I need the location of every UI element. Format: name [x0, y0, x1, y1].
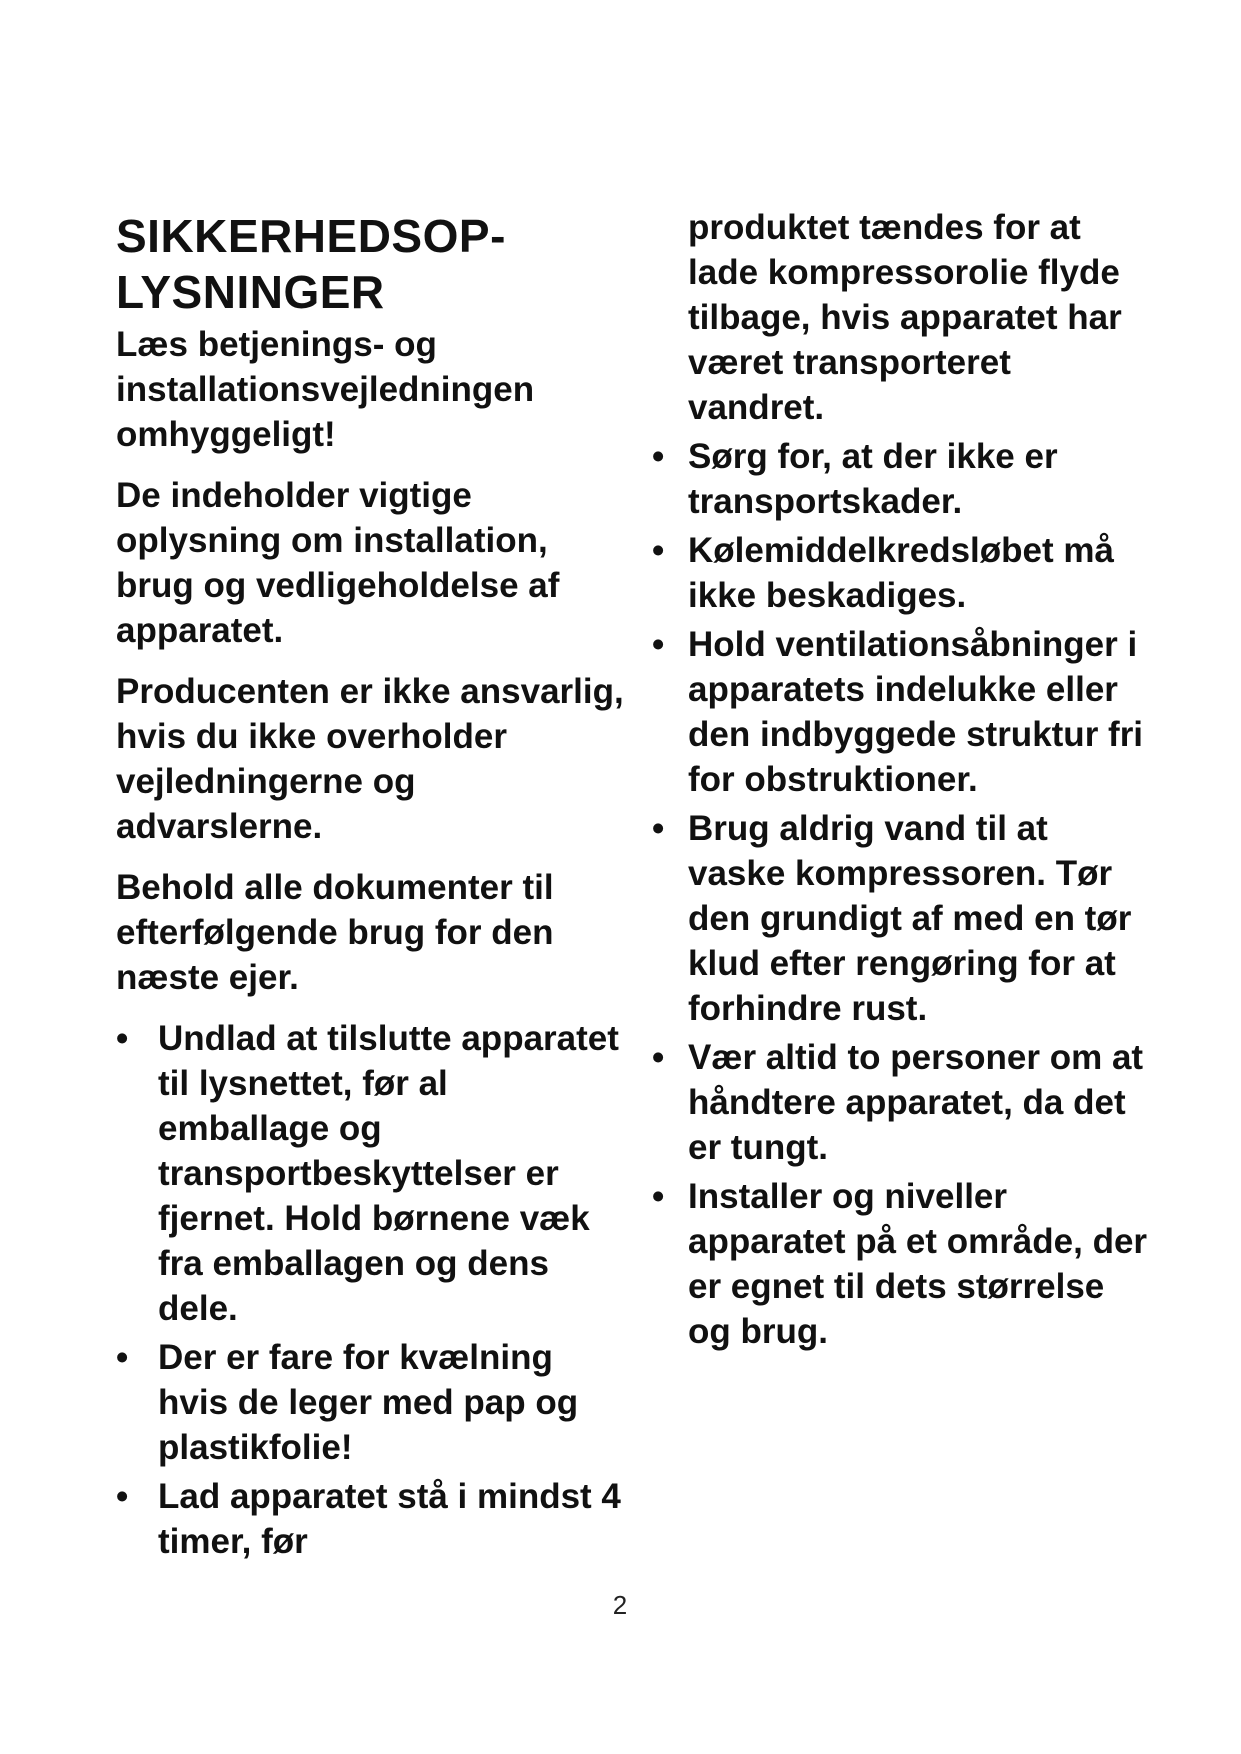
bullet-marker: •: [652, 437, 665, 476]
list-item-text: Sørg for, at der ikke er transportskader.: [688, 437, 1058, 521]
list-item-text: Lad apparatet stå i mindst 4 timer, før: [158, 1477, 621, 1561]
bullet-marker: •: [116, 1019, 129, 1058]
list-item-text: Der er fare for kvælning hvis de leger med pap og plastikfolie!: [158, 1338, 579, 1467]
list-item: [652, 528, 1152, 618]
intro-paragraph-2: De indeholder vigtige oplysning om installation, brug og vedligeholdelse af apparatet.: [116, 476, 560, 650]
list-item: [652, 622, 1152, 802]
section-heading: [116, 208, 626, 320]
intro-paragraph-4: Behold alle dokumenter til efterfølgende brug for den næste ejer.: [116, 868, 554, 997]
list-item: [652, 1035, 1152, 1170]
bullet-marker: •: [652, 1038, 665, 1077]
list-item-text: Kølemiddelkredsløbet må ikke beskadiges.: [688, 531, 1114, 615]
bullet-marker: •: [116, 1338, 129, 1377]
right-bullet-list: [652, 434, 1152, 1354]
right-column: [652, 205, 1152, 1358]
list-item: [652, 806, 1152, 1031]
list-item: [652, 434, 1152, 524]
bullet-marker: •: [652, 531, 665, 570]
intro-paragraph-1: Læs betjenings- og installationsvejledningen omhyggeligt!: [116, 325, 535, 454]
list-item: [116, 1474, 626, 1564]
bullet-marker: •: [652, 809, 665, 848]
continued-list-text: produktet tændes for at lade kompressorolie flyde tilbage, hvis apparatet har været transporteret vandret.: [688, 208, 1122, 427]
left-column: [116, 205, 626, 1568]
page-number: 2: [612, 1590, 628, 1620]
bullet-marker: •: [116, 1477, 129, 1516]
heading-line-2: LYSNINGER: [116, 266, 385, 318]
list-item-text: Hold ventilationsåbninger i apparatets indelukke eller den indbyggede struktur fri for obstruktioner.: [688, 625, 1144, 799]
list-item-text: Installer og niveller apparatet på et område, der er egnet til dets størrelse og brug.: [688, 1177, 1148, 1351]
list-item: [116, 1016, 626, 1331]
bullet-marker: •: [652, 625, 665, 664]
left-bullet-list: [116, 1016, 626, 1564]
intro-paragraph-3: Producenten er ikke ansvarlig, hvis du ikke overholder vejledningerne og advarslerne.: [116, 672, 624, 846]
list-item-text: Undlad at tilslutte apparatet til lysnettet, før al emballage og transportbeskyttelser er fjernet. Hold børnene væk fra emballagen og dens dele.: [158, 1019, 619, 1328]
heading-line-1: SIKKERHEDSOP-: [116, 210, 506, 262]
list-item-text: Vær altid to personer om at håndtere apparatet, da det er tungt.: [688, 1038, 1144, 1167]
bullet-marker: •: [652, 1177, 665, 1216]
list-item: [652, 1174, 1152, 1354]
list-item: [116, 1335, 626, 1470]
list-item-text: Brug aldrig vand til at vaske kompressoren. Tør den grundigt af med en tør klud efter rengøring for at forhindre rust.: [688, 809, 1132, 1028]
